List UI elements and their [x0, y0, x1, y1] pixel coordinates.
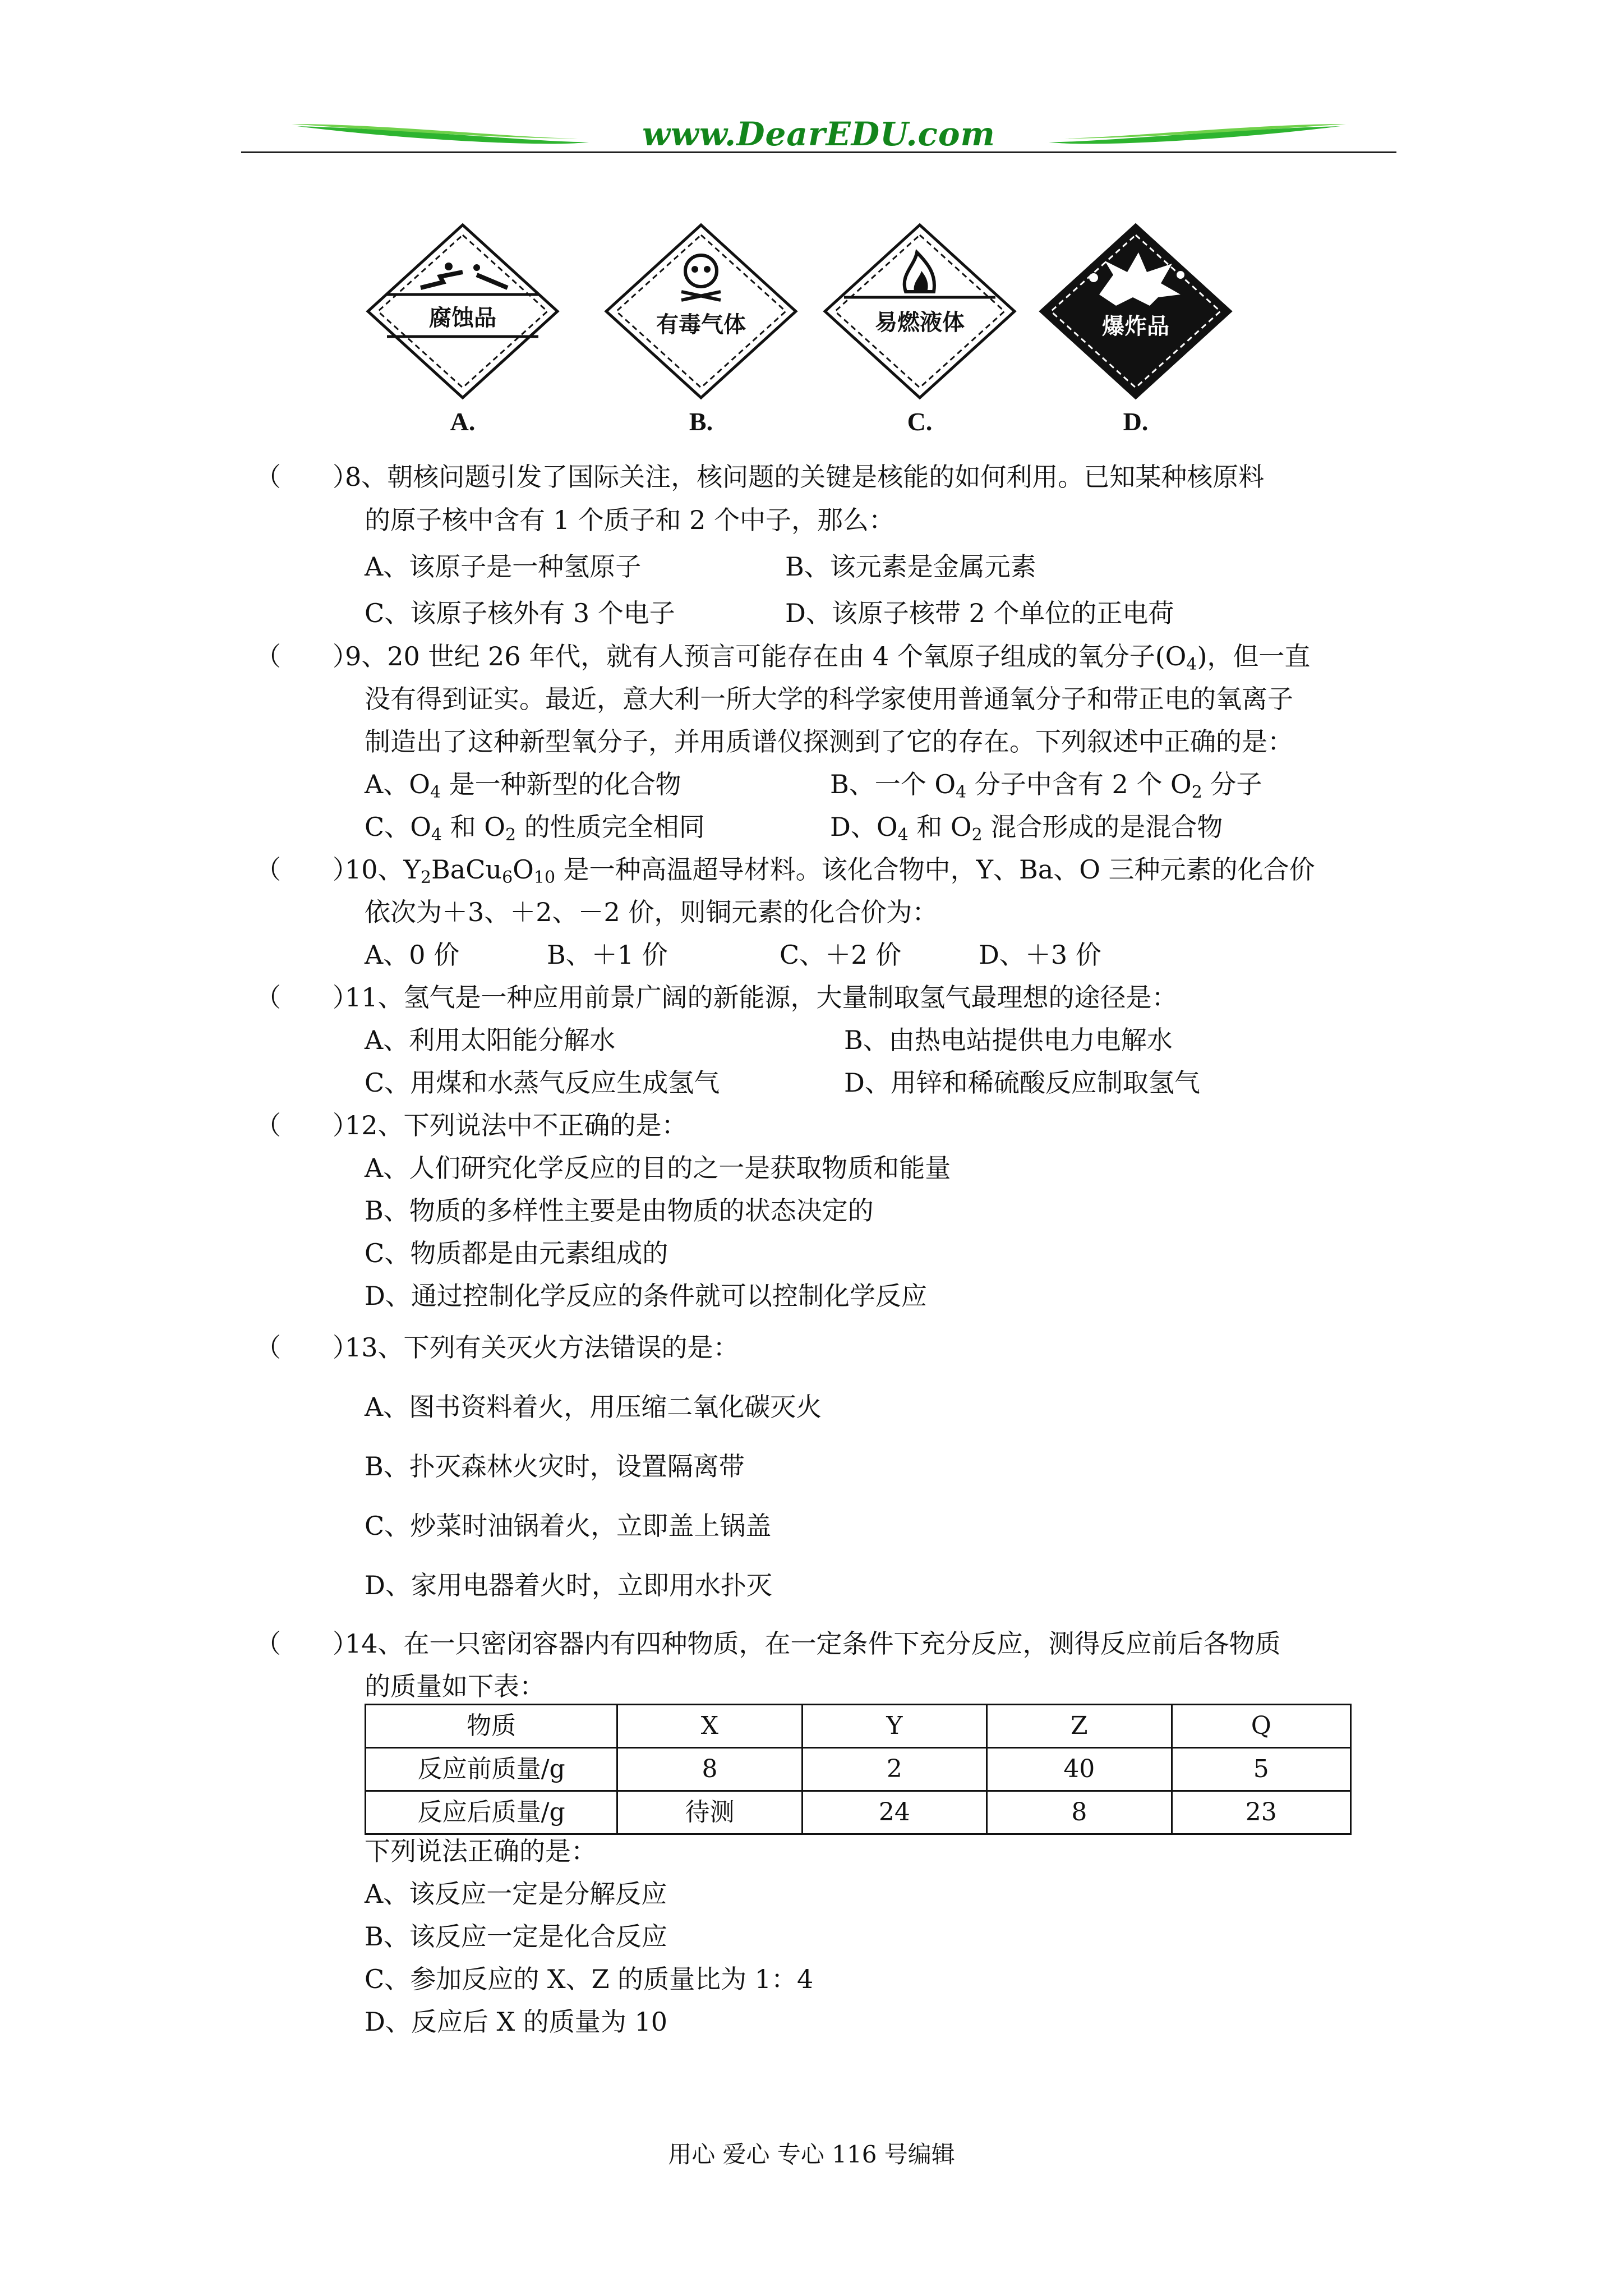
q10-option-b: B、＋1 价: [547, 940, 668, 970]
question-11-text: 11、氢气是一种应用前景广阔的新能源，大量制取氢气最理想的途径是：: [345, 982, 1178, 1013]
hazard-sign-corrosive: [365, 222, 561, 435]
table-cell: 物质: [366, 1705, 617, 1748]
table-cell: Q: [1172, 1705, 1350, 1748]
q12-option-b: B、物质的多样性主要是由物质的状态决定的: [365, 1195, 874, 1226]
table-cell: 5: [1172, 1748, 1350, 1791]
answer-blank: （ ）: [255, 1110, 358, 1140]
mass-table: [365, 1704, 1352, 1835]
q14-option-d: D、反应后 X 的质量为 10: [365, 2007, 668, 2037]
table-row: [366, 1791, 1351, 1834]
page-footer: 用心 爱心 专心 116 号编辑: [668, 2141, 955, 2168]
q8-option-b: B、该元素是金属元素: [785, 551, 1036, 582]
table-cell: 8: [987, 1791, 1172, 1834]
table-row: [366, 1748, 1351, 1791]
q11-option-b: B、由热电站提供电力电解水: [844, 1025, 1173, 1055]
q12-option-d: D、通过控制化学反应的条件就可以控制化学反应: [365, 1281, 927, 1311]
question-9-text-cont: 没有得到证实。最近，意大利一所大学的科学家使用普通氧分子和带正电的氧离子: [365, 684, 1293, 714]
question-8-text-cont: 的原子核中含有 1 个质子和 2 个中子，那么：: [365, 505, 895, 535]
q12-option-c: C、物质都是由元素组成的: [365, 1238, 668, 1268]
table-cell: Y: [802, 1705, 986, 1748]
site-logo-text: www.DearEDU.com: [642, 115, 995, 153]
question-10-text-cont: 依次为＋3、＋2、－2 价，则铜元素的化合价为：: [365, 897, 938, 927]
question-14-text-cont: 的质量如下表：: [365, 1671, 545, 1701]
answer-blank: （ ）: [255, 854, 358, 885]
table-cell: 反应前质量/g: [366, 1748, 617, 1791]
q13-option-c: C、炒菜时油锅着火，立即盖上锅盖: [365, 1511, 772, 1541]
sign-label: 易燃液体: [875, 310, 965, 335]
q11-option-a: A、利用太阳能分解水: [365, 1025, 616, 1055]
hazard-sign-toxic-gas: [603, 222, 799, 435]
question-9-text-cont2: 制造出了这种新型氧分子，并用质谱仪探测到了它的存在。下列叙述中正确的是：: [365, 726, 1293, 757]
q8-option-a: A、该原子是一种氢原子: [365, 551, 642, 582]
sign-letter: C.: [907, 407, 933, 436]
q10-option-d: D、＋3 价: [979, 940, 1101, 970]
answer-blank: （ ）: [255, 462, 358, 492]
q8-option-c: C、该原子核外有 3 个电子: [365, 598, 675, 628]
q13-option-a: A、图书资料着火，用压缩二氧化碳灭火: [365, 1392, 822, 1422]
question-14-text: 14、在一只密闭容器内有四种物质，在一定条件下充分反应，测得反应前后各物质: [345, 1628, 1281, 1659]
q8-option-d: D、该原子核带 2 个单位的正电荷: [785, 598, 1174, 628]
q9-option-c: C、$O_4$ 和 $O_2$ 的性质完全相同: [365, 812, 705, 845]
table-cell: 40: [987, 1748, 1172, 1791]
q12-option-a: A、人们研究化学反应的目的之一是获取物质和能量: [365, 1153, 951, 1183]
table-cell: 24: [802, 1791, 986, 1834]
sign-label: 有毒气体: [656, 312, 746, 338]
question-8-text: 8、朝核问题引发了国际关注，核问题的关键是核能的如何利用。已知某种核原料: [345, 462, 1265, 492]
table-cell: Z: [987, 1705, 1172, 1748]
answer-blank: （ ）: [255, 982, 358, 1013]
answer-blank: （ ）: [255, 641, 358, 671]
answer-blank: （ ）: [255, 1628, 358, 1659]
q14-option-c: C、参加反应的 X、Z 的质量比为 1：4: [365, 1964, 814, 1994]
table-cell: 23: [1172, 1791, 1350, 1834]
sign-label: 腐蚀品: [429, 305, 496, 331]
q14-option-a: A、该反应一定是分解反应: [365, 1879, 667, 1909]
q9-option-b: B、一个 $O_4$ 分子中含有 2 个 $O_2$ 分子: [830, 769, 1262, 802]
sign-letter: D.: [1123, 407, 1149, 436]
q11-option-c: C、用煤和水蒸气反应生成氢气: [365, 1068, 720, 1098]
question-10-text: 10、$Y_2BaCu_6O_{10}$ 是一种高温超导材料。该化合物中，Y、Ba、O 三种元素的化合价: [345, 854, 1315, 887]
q11-option-d: D、用锌和稀硫酸反应制取氢气: [844, 1068, 1200, 1098]
q10-option-a: A、0 价: [365, 940, 460, 970]
q9-option-a: A、$O_4$ 是一种新型的化合物: [365, 769, 681, 802]
answer-blank: （ ）: [255, 1332, 358, 1363]
sign-letter: A.: [450, 407, 476, 436]
question-13-text: 13、下列有关灭火方法错误的是：: [345, 1332, 739, 1363]
table-cell: 8: [617, 1748, 802, 1791]
table-cell: 反应后质量/g: [366, 1791, 617, 1834]
question-9-text: 9、20 世纪 26 年代，就有人预言可能存在由 4 个氧原子组成的氧分子$(O_4)$，但一直: [345, 641, 1311, 674]
q13-option-b: B、扑灭森林火灾时，设置隔离带: [365, 1451, 745, 1481]
q13-option-d: D、家用电器着火时，立即用水扑灭: [365, 1570, 772, 1600]
question-14-prompt: 下列说法正确的是：: [365, 1836, 597, 1866]
table-cell: 2: [802, 1748, 986, 1791]
q10-option-c: C、＋2 价: [780, 940, 902, 970]
question-12-text: 12、下列说法中不正确的是：: [345, 1110, 688, 1140]
table-cell: X: [617, 1705, 802, 1748]
sign-label: 爆炸品: [1102, 314, 1169, 339]
hazard-sign-explosive: [1038, 222, 1234, 435]
table-row: [366, 1705, 1351, 1748]
sign-letter: B.: [689, 407, 713, 436]
q9-option-d: D、$O_4$ 和 $O_2$ 混合形成的是混合物: [830, 812, 1223, 845]
hazard-sign-flammable-liquid: [822, 222, 1018, 435]
q14-option-b: B、该反应一定是化合反应: [365, 1921, 667, 1952]
table-cell: 待测: [617, 1791, 802, 1834]
header-divider: [241, 151, 1396, 153]
